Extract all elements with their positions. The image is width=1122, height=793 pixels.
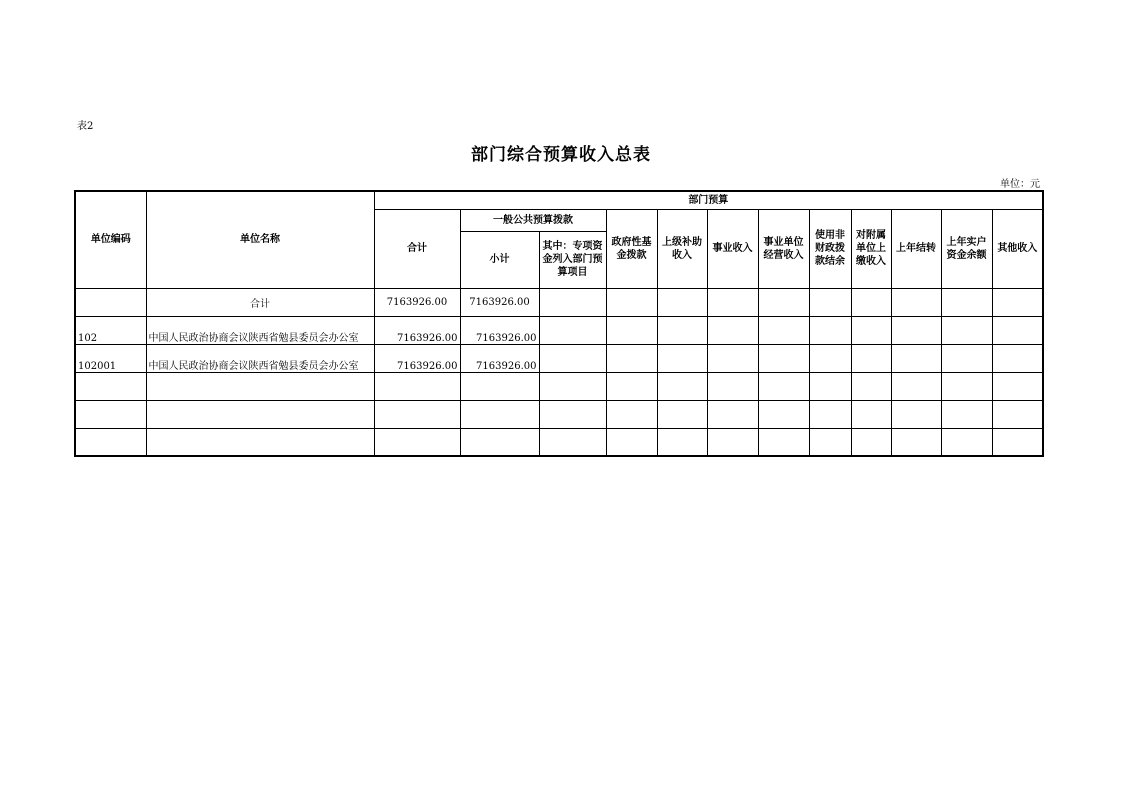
cell-name: 合计 [146,288,374,316]
col-gov-fund: 政府性基金拨款 [606,209,657,288]
cell-total: 7163926.00 [374,288,460,316]
cell-empty [941,344,992,372]
cell-empty [851,288,891,316]
cell-empty [992,316,1043,344]
col-general-public: 一般公共预算拨款 [460,209,606,231]
cell-empty [992,288,1043,316]
cell-subtotal: 7163926.00 [460,288,539,316]
cell-empty [758,288,809,316]
cell-empty [941,288,992,316]
cell-empty [891,344,941,372]
table-row-empty [75,400,1043,428]
col-subsidiary-paid: 对附属单位上缴收入 [851,209,891,288]
table-row-empty [75,372,1043,400]
col-business-income: 事业收入 [707,209,758,288]
col-unit-code: 单位编码 [75,191,146,288]
cell-empty [606,344,657,372]
cell-empty [758,344,809,372]
cell-empty [758,316,809,344]
cell-empty [707,288,758,316]
cell-empty [809,316,851,344]
table-row [75,316,1043,344]
col-other-income: 其他收入 [992,209,1043,288]
cell-code: 102001 [75,344,146,372]
cell-empty [657,288,707,316]
col-carryover: 上年结转 [891,209,941,288]
col-subtotal: 小计 [460,231,539,288]
col-dept-budget: 部门预算 [374,191,1043,209]
cell-empty [891,288,941,316]
cell-empty [809,344,851,372]
cell-code: 102 [75,316,146,344]
cell-subtotal: 7163926.00 [460,344,539,372]
cell-empty [657,316,707,344]
unit-label: 单位：元 [1000,179,1040,190]
table-row [75,344,1043,372]
col-business-operating: 事业单位经营收入 [758,209,809,288]
cell-empty [606,316,657,344]
header-row-1 [75,191,1043,209]
cell-empty [657,344,707,372]
cell-name: 中国人民政治协商会议陕西省勉县委员会办公室 [146,316,374,344]
cell-empty [941,316,992,344]
cell-empty [539,344,606,372]
cell-empty [851,316,891,344]
cell-empty [539,316,606,344]
table-number-label: 表2 [77,121,94,132]
cell-total: 7163926.00 [374,344,460,372]
cell-name: 中国人民政治协商会议陕西省勉县委员会办公室 [146,344,374,372]
page-title: 部门综合预算收入总表 [471,145,651,165]
col-total: 合计 [374,209,460,288]
col-unit-name: 单位名称 [146,191,374,288]
cell-subtotal: 7163926.00 [460,316,539,344]
col-special-funds: 其中：专项资金列入部门预算项目 [539,231,606,288]
cell-code [75,288,146,316]
table-row [75,288,1043,316]
cell-empty [606,288,657,316]
cell-total: 7163926.00 [374,316,460,344]
cell-empty [891,316,941,344]
cell-empty [539,288,606,316]
col-real-account: 上年实户资金余额 [941,209,992,288]
budget-income-table [74,190,1044,457]
col-non-fiscal: 使用非财政拨款结余 [809,209,851,288]
cell-empty [992,344,1043,372]
col-upper-subsidy: 上级补助收入 [657,209,707,288]
cell-empty [707,344,758,372]
cell-empty [809,288,851,316]
table-row-empty [75,428,1043,456]
cell-empty [707,316,758,344]
cell-empty [851,344,891,372]
